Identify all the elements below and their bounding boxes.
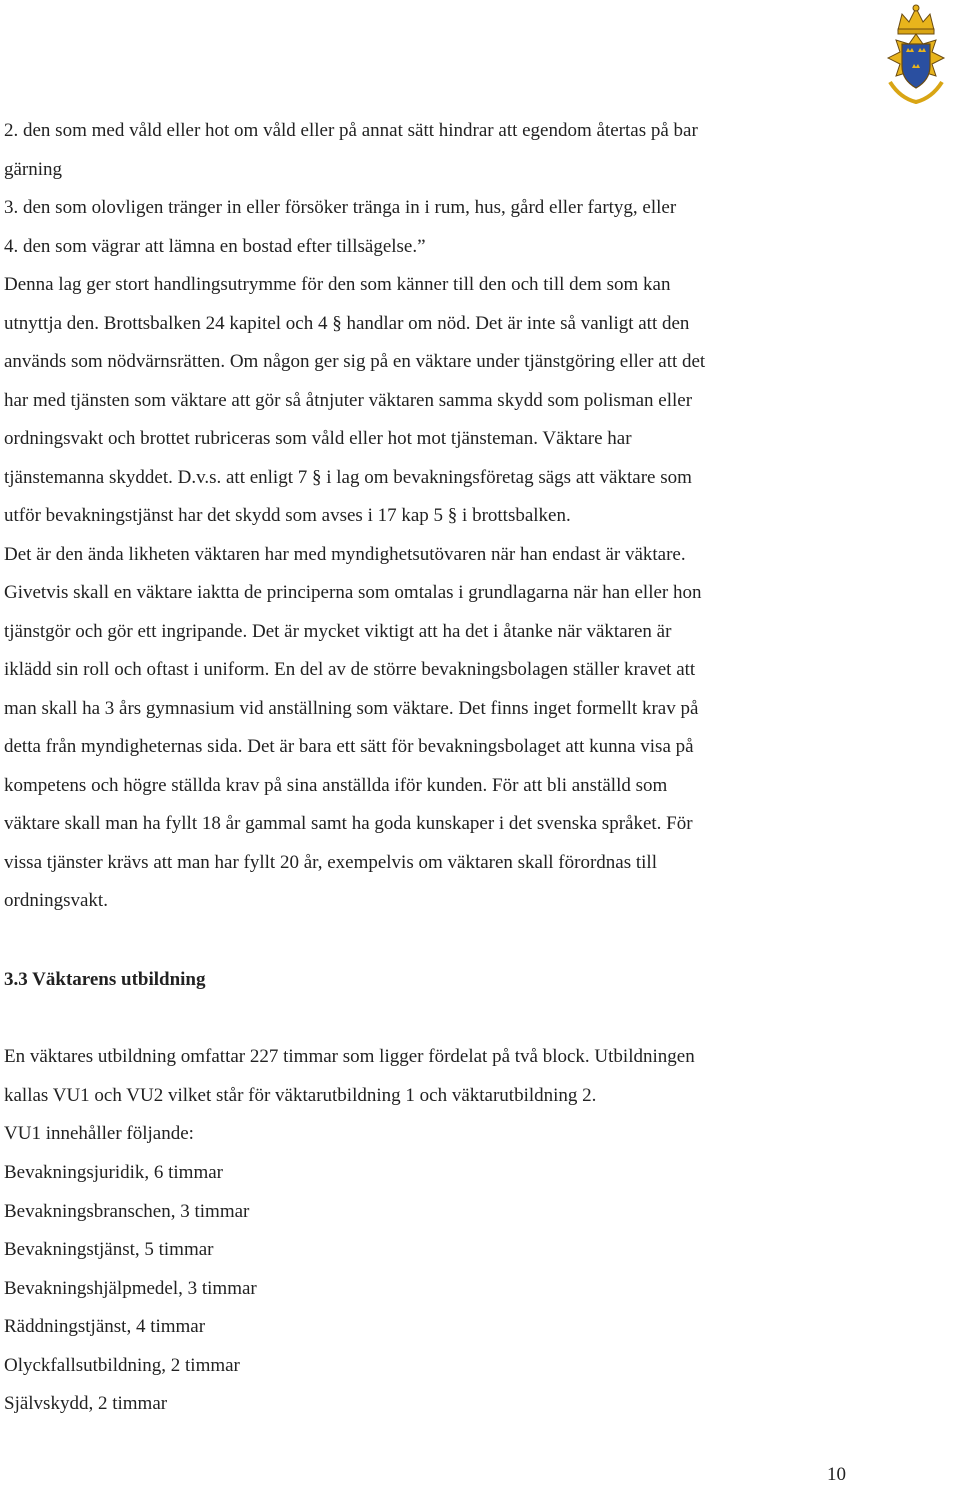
list-item: Bevakningshjälpmedel, 3 timmar (4, 1277, 257, 1299)
list-item: Olyckfallsutbildning, 2 timmar (4, 1354, 240, 1376)
list-item: Bevakningstjänst, 5 timmar (4, 1239, 214, 1260)
course-list (4, 1154, 257, 1424)
list-item: Självskydd, 2 timmar (4, 1393, 168, 1414)
page-number: 10 (827, 1464, 846, 1485)
body-paragraph-2: En väktares utbildning omfattar 227 timmar som ligger fördelat på två block. Utbildningen kallas VU1 och VU2 vilket står för väktarutbildning 1 och väktarutbildning 2. VU1 innehåller följande: (4, 1046, 695, 1144)
list-item: Bevakningsbranschen, 3 timmar (4, 1200, 250, 1222)
section-heading: 3.3 Väktarens utbildning (4, 969, 206, 990)
list-item: Bevakningsjuridik, 6 timmar (4, 1162, 224, 1183)
body-paragraph-1: 2. den som med våld eller hot om våld eller på annat sätt hindrar att egendom återtas på bar gärning 3. den som olovligen tränger in eller försöker tränga in i rum, hus, gård eller fartyg, eller 4. den som vägrar att lämna en bostad efter tillsägelse.” Denna lag ger stort handlingsutrymme för den som känner till den och till dem som kan utnyttja den. Brottsbalken 24 kapitel och 4 § handlar om nöd. Det är inte så vanligt att den används som nödvärnsrätten. Om någon ger sig på en väktare under tjänstgöring eller att det har med tjänsten som väktare att gör så åtnjuter väktaren samma skydd som polisman eller ordningsvakt och brottet rubriceras som våld eller hot mot tjänsteman. Väktare har tjänstemanna skyddet. D.v.s. att enligt 7 § i lag om bevakningsföretag sägs att väktare som utför bevakningstjänst har det skydd som avses i 17 kap 5 § i brottsbalken. Det är den ända likheten väktaren har med myndighetsutövaren när han endast är väktare. Givetvis skall en väktare iaktta de principerna som omtalas i grundlagarna när han eller hon tjänstgör och gör ett ingripande. Det är mycket viktigt att ha det i åtanke när väktaren är iklädd sin roll och oftast i uniform. En del av de större bevakningsbolagen ställer kravet att man skall ha 3 års gymnasium vid anställning som väktare. Det finns inget formellt krav på detta från myndigheternas sida. Det är bara ett sätt för bevakningsbolaget att kunna visa på kompetens och högre ställda krav på sina anställda iför kunden. För att bli anställd som väktare skall man ha fyllt 18 år gammal samt ha goda kunskaper i det svenska språket. För vissa tjänster krävs att man har fyllt 20 år, exempelvis om väktaren skall förordnas till ordningsvakt. (4, 120, 706, 911)
swedish-police-crest-icon (876, 0, 956, 108)
list-item: Räddningstjänst, 4 timmar (4, 1316, 206, 1337)
